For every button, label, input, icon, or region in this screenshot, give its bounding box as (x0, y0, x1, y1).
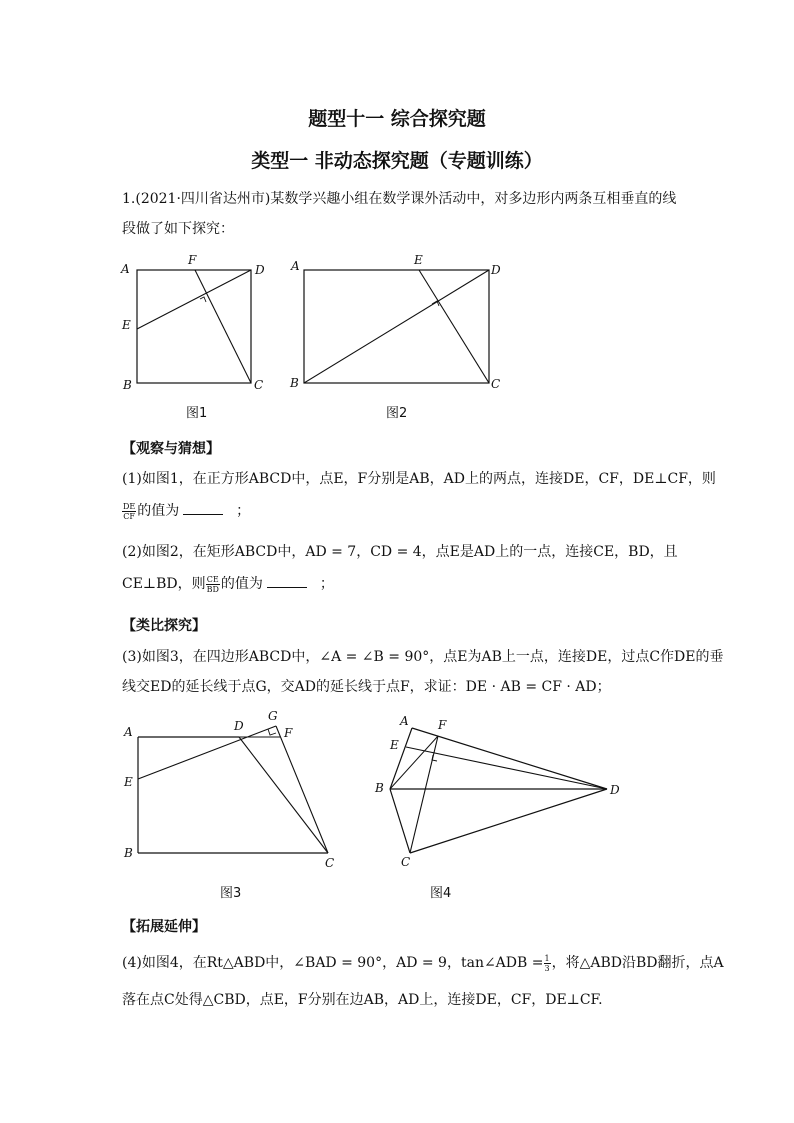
q2-answer-blank[interactable] (267, 575, 307, 588)
q2-line-1: (2)如图2，在矩形ABCD中，AD = 7，CD = 4，点E是AD上的一点，连接CE，BD，且 (122, 544, 678, 560)
fig2-caption: 图2 (386, 406, 408, 421)
intro-line-1: 1.(2021·四川省达州市)某数学兴趣小组在数学课外活动中，对多边形内两条互相垂直的线 (122, 191, 677, 207)
q2-line-2-head: CE⊥BD，则 (122, 576, 206, 592)
q1-answer-blank[interactable] (183, 502, 223, 515)
fig1-label-D: D (255, 263, 265, 277)
q2-line-2 (122, 573, 334, 594)
q2-fraction (206, 575, 220, 594)
section-analogy: 【类比探究】 (122, 618, 206, 634)
fig3-label-D: D (234, 719, 244, 733)
section-extend: 【拓展延伸】 (122, 919, 206, 935)
q1-line-2-text: 的值为 (137, 503, 180, 519)
q1-line-2 (122, 500, 250, 521)
fig2-label-A: A (291, 259, 300, 273)
figure-1 (118, 250, 278, 395)
fig4-label-A: A (400, 714, 409, 728)
intro-line-2: 段做了如下探究： (122, 221, 234, 237)
fig2-label-B: B (290, 376, 299, 390)
page-subtitle: 类型一 非动态探究题（专题训练） (251, 150, 543, 172)
q4-line-1 (122, 952, 724, 973)
section-observe: 【观察与猜想】 (122, 441, 220, 457)
fig1-label-E: E (122, 318, 131, 332)
figure-2 (287, 250, 512, 395)
q3-line-1: (3)如图3，在四边形ABCD中，∠A = ∠B = 90°，点E为AB上一点，连接DE，过点C作DE的垂 (122, 649, 724, 665)
q1-frac-num: DE (123, 501, 136, 511)
fig2-label-D: D (491, 263, 501, 277)
fig1-label-F: F (188, 253, 197, 267)
q2-frac-num: CE (206, 574, 219, 584)
figure-4 (370, 706, 630, 876)
fig1-label-A: A (121, 262, 130, 276)
fig1-label-C: C (254, 378, 264, 392)
fig3-label-B: B (124, 846, 133, 860)
fig2-label-C: C (491, 377, 501, 391)
fig3-label-C: C (325, 856, 335, 870)
fig4-label-F: F (438, 718, 447, 732)
q4-frac-num: 1 (544, 953, 550, 963)
fig3-label-E: E (124, 775, 133, 789)
fig3-label-G: G (268, 709, 278, 723)
q4-line-2: 落在点C处得△CBD，点E，F分别在边AB，AD上，连接DE，CF，DE⊥CF. (122, 992, 603, 1008)
q2-line-2-end: ； (319, 576, 334, 592)
q3-line-2: 线交ED的延长线于点G，交AD的延长线于点F，求证：DE · AB = CF · AD； (122, 679, 611, 695)
fig4-label-C: C (401, 855, 411, 869)
fig3-label-F: F (284, 726, 293, 740)
fig2-label-E: E (414, 253, 423, 267)
page-title: 题型十一 综合探究题 (308, 108, 486, 130)
fig4-label-B: B (375, 781, 384, 795)
q1-line-1: (1)如图1，在正方形ABCD中，点E，F分别是AB，AD上的两点，连接DE，CF，DE⊥CF，则 (122, 471, 716, 487)
fig4-label-D: D (610, 783, 620, 797)
q4-frac-den: 3 (544, 963, 550, 973)
q4-line-1-head: (4)如图4，在Rt△ABD中，∠BAD = 90°，AD = 9，tan∠ADB = (122, 955, 544, 971)
fig4-caption: 图4 (430, 886, 452, 901)
figure-3 (118, 706, 348, 876)
fig4-label-E: E (390, 738, 399, 752)
fig3-label-A: A (124, 725, 133, 739)
fig3-caption: 图3 (220, 886, 242, 901)
q1-fraction (122, 502, 136, 521)
fig1-caption: 图1 (186, 406, 208, 421)
q2-frac-den: BD (206, 584, 219, 594)
q2-line-2-text: 的值为 (220, 576, 263, 592)
fig1-label-B: B (123, 378, 132, 392)
q4-line-1-tail: ，将△ABD沿BD翻折，点A (551, 955, 724, 971)
q1-line-2-end: ； (236, 503, 251, 519)
q4-fraction (544, 954, 551, 973)
q1-frac-den: CF (123, 511, 135, 521)
